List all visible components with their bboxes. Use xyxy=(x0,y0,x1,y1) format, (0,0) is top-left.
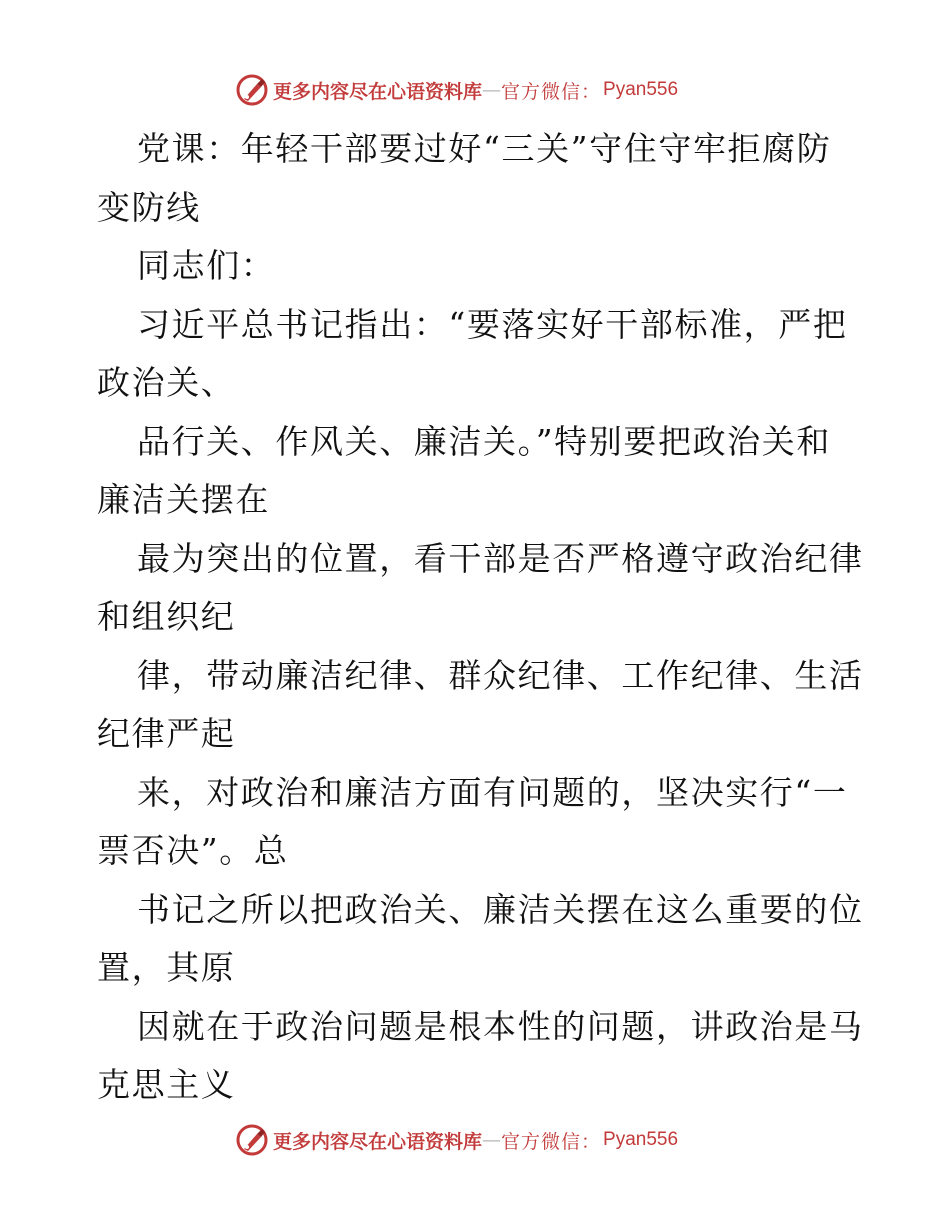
banner-wechat-label: 官方微信： xyxy=(501,80,602,103)
pen-circle-logo-icon xyxy=(235,1123,269,1157)
text-line: 因就在于政治问题是根本性的问题，讲政治是马 xyxy=(137,1006,864,1046)
text-line: 和组织纪 xyxy=(97,597,236,636)
text-line: 克思主义 xyxy=(97,1065,236,1104)
text-line: 政治关、 xyxy=(97,363,236,402)
text-line: 同志们： xyxy=(137,246,276,285)
text-line: 律，带动廉洁纪律、群众纪律、工作纪律、生活 xyxy=(137,655,864,695)
text-line: 纪律严起 xyxy=(97,714,236,753)
footer-banner xyxy=(235,1122,678,1158)
pen-circle-logo-icon xyxy=(235,73,269,107)
text-line: 票否决”。总 xyxy=(97,831,289,870)
banner-wechat-id: Pyan556 xyxy=(603,1129,679,1150)
text-line: 习近平总书记指出：“要落实好干部标准，严把 xyxy=(137,304,848,344)
banner-separator: — xyxy=(482,79,502,101)
header-banner xyxy=(235,72,678,108)
text-line: 变防线 xyxy=(97,187,201,227)
banner-site-name: 更多内容尽在心语资料库 xyxy=(273,80,483,103)
banner-wechat-id: Pyan556 xyxy=(603,79,679,100)
text-line: 最为突出的位置，看干部是否严格遵守政治纪律 xyxy=(137,538,864,578)
banner-wechat-label: 官方微信： xyxy=(501,1130,602,1153)
document-body xyxy=(97,120,864,1115)
text-line: 书记之所以把政治关、廉洁关摆在这么重要的位 xyxy=(137,889,864,929)
text-line: 品行关、作风关、廉洁关。”特别要把政治关和 xyxy=(137,421,831,461)
text-line: 党课：年轻干部要过好“三关”守住守牢拒腐防 xyxy=(137,129,832,168)
banner-separator: — xyxy=(482,1129,502,1151)
text-line: 置，其原 xyxy=(97,948,236,987)
text-line: 廉洁关摆在 xyxy=(97,480,270,519)
banner-site-name: 更多内容尽在心语资料库 xyxy=(273,1130,483,1153)
text-line: 来，对政治和廉洁方面有问题的，坚决实行“一 xyxy=(137,772,848,812)
